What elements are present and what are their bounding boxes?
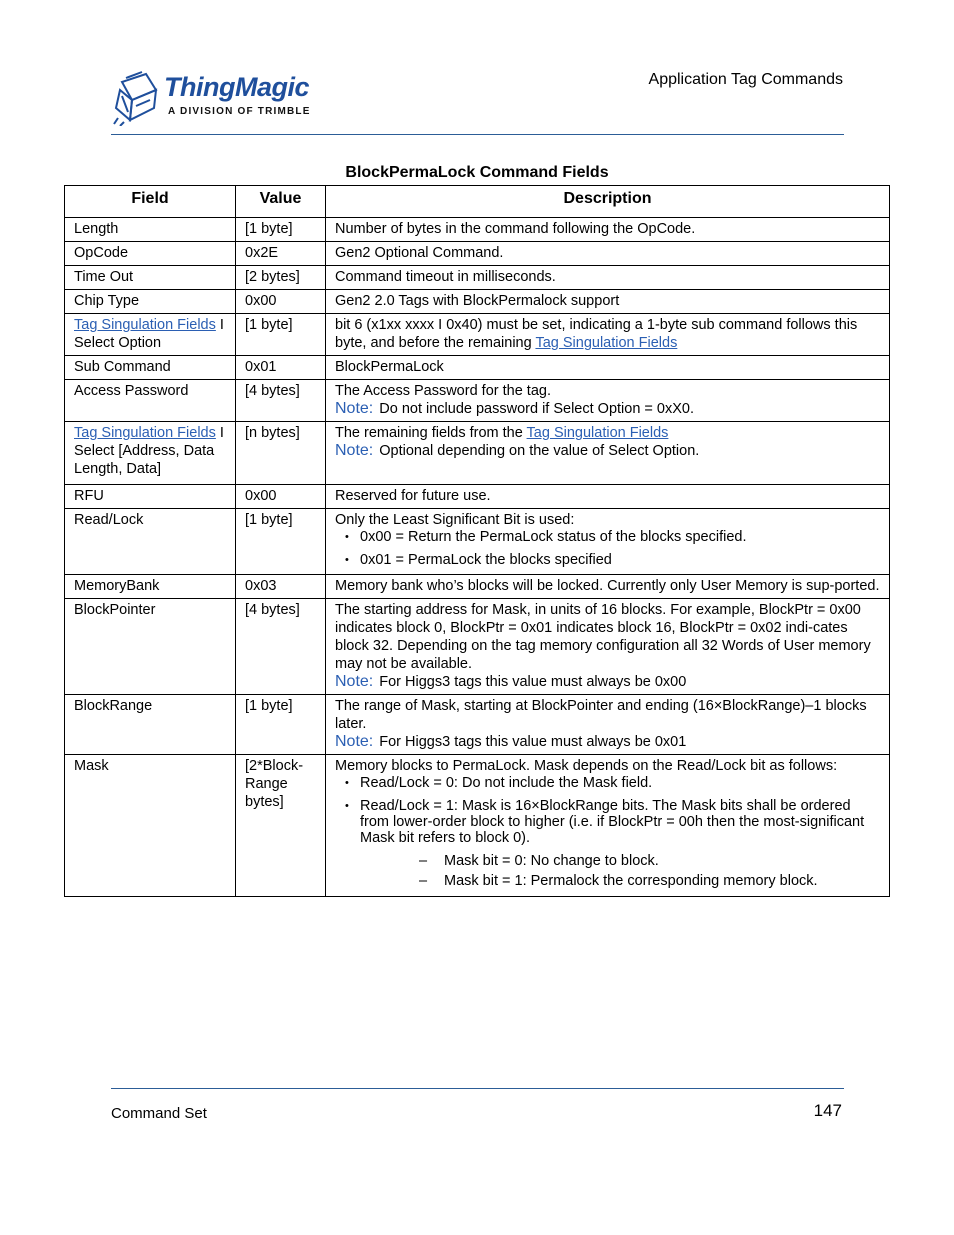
list-item: • 0x00 = Return the PermaLock status of the blocks specified. (345, 529, 880, 545)
field-cell: Chip Type (65, 290, 236, 314)
value-cell: [4 bytes] (236, 599, 326, 695)
value-cell: [1 byte] (236, 695, 326, 755)
footer-section: Command Set (111, 1105, 207, 1122)
list-item: – Mask bit = 0: No change to block. (419, 852, 880, 870)
value-cell: 0x01 (236, 356, 326, 380)
command-fields-table (64, 185, 890, 897)
table-row (65, 242, 890, 266)
description-text: bit 6 (x1xx xxxx I 0x40) must be set, indicating a 1-byte sub command follows this byte, and before the remaining (335, 317, 858, 351)
tag-singulation-fields-link[interactable]: Tag Singulation Fields (535, 335, 678, 351)
description-cell: Memory bank who’s blocks will be locked. Currently only User Memory is sup-ported. (326, 575, 890, 599)
dash-list (335, 852, 880, 890)
table-row (65, 695, 890, 755)
table-row (65, 485, 890, 509)
note (335, 733, 880, 751)
description-cell (326, 314, 890, 356)
field-text: I Select [Address, Data Length, Data] (74, 425, 224, 477)
value-cell: 0x2E (236, 242, 326, 266)
value-cell: [2 bytes] (236, 266, 326, 290)
description-text: Memory blocks to PermaLock. Mask depends on the Read/Lock bit as follows: (335, 758, 838, 774)
value-cell: [4 bytes] (236, 380, 326, 422)
value-cell: 0x00 (236, 485, 326, 509)
description-cell (326, 599, 890, 695)
header-field: Field (65, 186, 236, 218)
description-cell: Reserved for future use. (326, 485, 890, 509)
header-rule (111, 134, 844, 135)
value-cell: [2*Block-Range bytes] (236, 755, 326, 897)
table-caption: BlockPermaLock Command Fields (345, 164, 609, 181)
description-cell (326, 509, 890, 575)
table-row (65, 422, 890, 485)
value-cell: [1 byte] (236, 314, 326, 356)
note-label: Note: (335, 673, 374, 690)
note (335, 442, 880, 460)
description-cell (326, 380, 890, 422)
description-cell: Command timeout in milliseconds. (326, 266, 890, 290)
table-row (65, 575, 890, 599)
note-text: For Higgs3 tags this value must always be 0x01 (379, 734, 687, 750)
note-label: Note: (335, 442, 374, 459)
table-row (65, 356, 890, 380)
note-text: For Higgs3 tags this value must always be 0x00 (379, 674, 687, 690)
field-cell: BlockPointer (65, 599, 236, 695)
logo-tagline: A DIVISION OF TRIMBLE (168, 106, 311, 117)
note (335, 400, 880, 418)
field-cell: Sub Command (65, 356, 236, 380)
tag-singulation-fields-link[interactable]: Tag Singulation Fields (74, 425, 216, 441)
note-label: Note: (335, 400, 374, 417)
field-cell: Access Password (65, 380, 236, 422)
field-cell (65, 314, 236, 356)
footer-rule (111, 1088, 844, 1089)
list-item: • 0x01 = PermaLock the blocks specified (345, 552, 880, 568)
list-item: • Read/Lock = 0: Do not include the Mask field. (345, 775, 880, 791)
description-cell (326, 422, 890, 485)
value-cell: [n bytes] (236, 422, 326, 485)
description-text: The remaining fields from the (335, 425, 527, 441)
note-text: Do not include password if Select Option = 0xX0. (379, 401, 694, 417)
table-row (65, 599, 890, 695)
field-text: I Select Option (74, 317, 224, 351)
field-cell: Length (65, 218, 236, 242)
field-cell: OpCode (65, 242, 236, 266)
table-row (65, 314, 890, 356)
description-text: The range of Mask, starting at BlockPointer and ending (16×BlockRange)–1 blocks later. (335, 698, 867, 732)
field-cell: Mask (65, 755, 236, 897)
note (335, 673, 880, 691)
value-cell: [1 byte] (236, 218, 326, 242)
header-value: Value (236, 186, 326, 218)
description-cell: BlockPermaLock (326, 356, 890, 380)
list-item: – Mask bit = 1: Permalock the corresponding memory block. (419, 872, 880, 890)
description-cell (326, 695, 890, 755)
tag-singulation-fields-link[interactable]: Tag Singulation Fields (74, 317, 216, 333)
description-cell: Number of bytes in the command following the OpCode. (326, 218, 890, 242)
bullet-list (335, 529, 880, 568)
table-header-row (65, 186, 890, 218)
note-label: Note: (335, 733, 374, 750)
field-cell: RFU (65, 485, 236, 509)
table-row (65, 218, 890, 242)
description-text: The starting address for Mask, in units of 16 blocks. For example, BlockPtr = 0x00 indicates block 0, BlockPtr = 0x01 indicates block 16, BlockPtr = 0x02 indi-cates block 32. Depending on the tag memory configuration all 32 Words of User memory may not be available. (335, 602, 871, 672)
field-cell: BlockRange (65, 695, 236, 755)
reader-antenna-icon (112, 68, 162, 126)
field-cell: MemoryBank (65, 575, 236, 599)
table-row (65, 266, 890, 290)
field-cell: Read/Lock (65, 509, 236, 575)
logo-wordmark: ThingMagic (164, 72, 309, 102)
table-row (65, 509, 890, 575)
value-cell: [1 byte] (236, 509, 326, 575)
description-cell: Gen2 Optional Command. (326, 242, 890, 266)
description-text: Only the Least Significant Bit is used: (335, 512, 575, 528)
thingmagic-logo (112, 68, 312, 126)
description-text: The Access Password for the tag. (335, 383, 551, 399)
table-row (65, 755, 890, 897)
tag-singulation-fields-link[interactable]: Tag Singulation Fields (526, 425, 669, 441)
value-cell: 0x03 (236, 575, 326, 599)
description-cell: Gen2 2.0 Tags with BlockPermalock support (326, 290, 890, 314)
page-number: 147 (813, 1101, 842, 1120)
table-row (65, 290, 890, 314)
value-cell: 0x00 (236, 290, 326, 314)
section-title: Application Tag Commands (648, 71, 843, 88)
bullet-list (335, 775, 880, 846)
list-item: • Read/Lock = 1: Mask is 16×BlockRange bits. The Mask bits shall be ordered from lower-order block to higher (i.e. if BlockPtr = 00h then the most-significant Mask bit refers to block 0). (345, 798, 880, 846)
header-description: Description (326, 186, 890, 218)
field-cell (65, 422, 236, 485)
description-cell (326, 755, 890, 897)
field-cell: Time Out (65, 266, 236, 290)
note-text: Optional depending on the value of Select Option. (379, 443, 700, 459)
table-row (65, 380, 890, 422)
